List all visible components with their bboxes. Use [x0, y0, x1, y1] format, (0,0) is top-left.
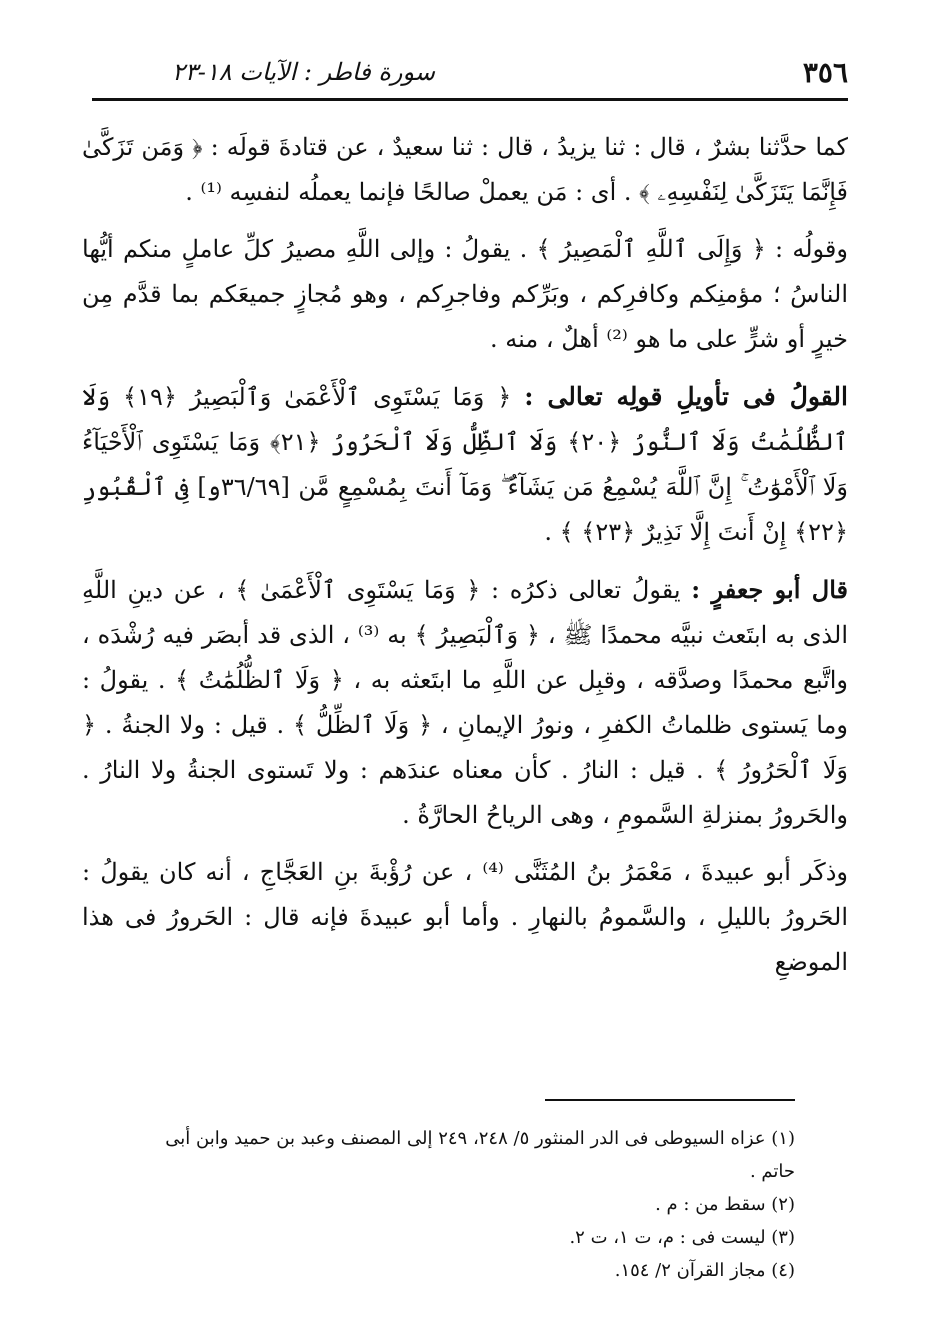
paragraph: [82, 850, 848, 985]
footnote-2: (٢) سقط من : م .: [655, 1194, 795, 1215]
paragraph-lead: قال أبو جعفرٍ :: [691, 575, 848, 604]
body-text: [82, 125, 848, 997]
footnote-4: (٤) مجاز القرآن ٢/ ١٥٤.: [614, 1260, 795, 1281]
footnotes: [140, 1122, 795, 1287]
page-number: ٣٥٦: [802, 55, 848, 89]
footnote-1: (١) عزاه السيوطى فى الدر المنثور ٥/ ٢٤٨، ٢٤٩ إلى المصنف وعبد بن حميد وابن أبى حاتم .: [165, 1128, 795, 1182]
page-header: [92, 52, 848, 92]
quran-verses: ﴿ وَمَا يَسْتَوِى ٱلْأَعْمَىٰ وَٱلْبَصِيرُ ﴿١٩﴾ وَلَا ٱلظُّلُمَٰتُ وَلَا ٱلنُّورُ ﴿٢٠﴾ وَلَا ٱلظِّلُّ وَلَا ٱلْحَرُورُ ﴿٢١﴾ وَمَا يَسْتَوِى ٱلْأَحْيَآءُ وَلَا ٱلْأَمْوَٰتُ ۚ إِنَّ ٱللَّهَ يُسْمِعُ مَن يَشَآءُ ۖ وَمَآ أَنتَ بِمُسْمِعٍ مَّن [٣٦/٦٩و] فِى ٱلْقُبُورِ ﴿٢٢﴾ إِنْ أَنتَ إِلَّا نَذِيرٌ ﴿٢٣﴾ ﴾ .: [82, 383, 848, 546]
paragraph-text: وذكَر أبو عبيدةَ ، مَعْمَرُ بنُ المُثَنَّى ⁽⁴⁾ ، عن رُؤْبةَ بنِ العَجَّاجِ ، أنه كان يقولُ : الحَرورُ بالليلِ ، والسَّمومُ بالنهارِ . وأما أبو عبيدةَ فإنه قال : الحَرورُ فى هذا الموضعِ: [82, 858, 848, 976]
paragraph: [82, 125, 848, 215]
paragraph-text: يقولُ تعالى ذكرُه : ﴿ وَمَا يَسْتَوِى ٱلْأَعْمَىٰ ﴾ ، عن دينِ اللَّهِ الذى به ابتَعث نبيَّه محمدًا ﷺ ، ﴿ وَٱلْبَصِيرُ ﴾ به ⁽³⁾ ، الذى قد أبصَر فيه رُشْدَه ، واتَّبع محمدًا وصدَّقه ، وقبِل عن اللَّهِ ما ابتَعثه به ، ﴿ وَلَا ٱلظُّلُمَٰتُ ﴾ . يقولُ : وما يَستوى ظلماتُ الكفرِ ، ونورُ الإيمانِ ، ﴿ وَلَا ٱلظِّلُّ ﴾ . قيل : ولا الجنةُ . ﴿ وَلَا ٱلْحَرُورُ ﴾ . قيل : النارُ . كأن معناه عندَهم : ولا تَستوى الجنةُ ولا النارُ . والحَرورُ بمنزلةِ السَّمومِ ، وهى الرياحُ الحارَّةُ .: [82, 576, 849, 829]
footnote-3: (٣) ليست فى : م، ت ١، ت ٢.: [569, 1227, 795, 1248]
running-title: سورة فاطر : الآيات ١٨-٢٣: [172, 58, 436, 86]
paragraph: [82, 227, 848, 362]
paragraph: [82, 567, 848, 838]
paragraph-text: وقولُه : ﴿ وَإِلَى ٱللَّهِ ٱلْمَصِيرُ ﴾ . يقولُ : وإلى اللَّهِ مصيرُ كلِّ عاملٍ منكم أيُّها الناسُ ؛ مؤمنِكم وكافرِكم ، وبَرِّكم وفاجرِكم ، وهو مُجازٍ جميعَكم بما قدَّم مِن خيرٍ أو شرٍّ على ما هو ⁽²⁾ أهلٌ ، منه .: [82, 235, 848, 353]
section-heading-paragraph: [82, 374, 848, 555]
footnote-rule: [545, 1099, 795, 1101]
header-rule: [92, 98, 848, 101]
section-heading: القولُ فى تأويلِ قولِه تعالى :: [524, 382, 848, 411]
paragraph-text: كما حدَّثنا بشرٌ ، قال : ثنا يزيدُ ، قال : ثنا سعيدٌ ، عن قتادةَ قولَه : ﴿ وَمَن تَزَكَّىٰ فَإِنَّمَا يَتَزَكَّىٰ لِنَفْسِهِۦ ﴾ . أى : مَن يعملْ صالحًا فإنما يعملُه لنفسِه ⁽¹⁾ .: [82, 133, 848, 206]
